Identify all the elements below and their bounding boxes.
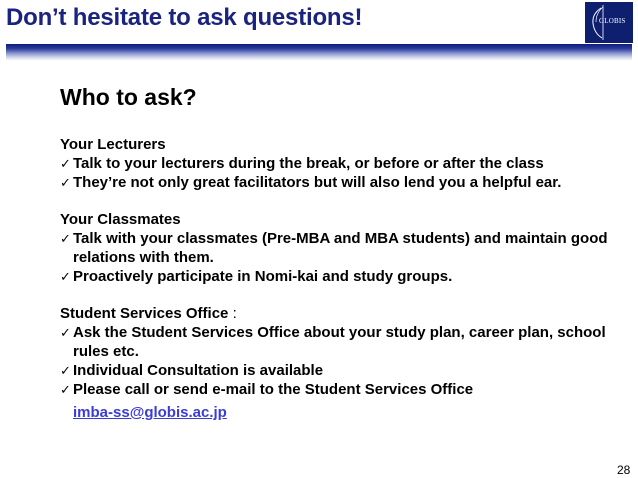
- checkmark-icon: ✓: [60, 175, 71, 190]
- group-student-services: [60, 304, 620, 422]
- group-title-suffix: :: [228, 305, 237, 322]
- list-item: [60, 323, 620, 361]
- globis-logo: [585, 2, 633, 43]
- list-item: [60, 267, 620, 286]
- checkmark-icon: ✓: [60, 156, 71, 171]
- list-item-text: They’re not only great facilitators but will also lend you a helpful ear.: [73, 174, 562, 191]
- logo-text: GLOBIS: [599, 17, 626, 25]
- list-item-text: Talk to your lecturers during the break, or before or after the class: [73, 155, 544, 172]
- slide-title: Don’t hesitate to ask questions!: [6, 4, 363, 31]
- checkmark-icon: ✓: [60, 363, 71, 378]
- content-body: [60, 135, 620, 440]
- list-item: [60, 173, 620, 192]
- list-item-text: Individual Consultation is available: [73, 362, 324, 379]
- list-item: [60, 154, 620, 173]
- list-item-text: Talk with your classmates (Pre-MBA and MBA students) and maintain good relations with them.: [73, 230, 608, 266]
- group-classmates: [60, 210, 620, 286]
- email-link[interactable]: imba-ss@globis.ac.jp: [73, 404, 227, 421]
- checkmark-icon: ✓: [60, 382, 71, 397]
- group-title-lecturers: Your Lecturers: [60, 136, 166, 153]
- header-rule: [6, 44, 632, 60]
- checkmark-icon: ✓: [60, 325, 71, 340]
- group-lecturers: [60, 135, 620, 192]
- list-item-text: Please call or send e-mail to the Student Services Office: [73, 381, 474, 398]
- list-item-text: Ask the Student Services Office about your study plan, career plan, school rules etc.: [73, 324, 606, 360]
- list-item-text: Proactively participate in Nomi-kai and study groups.: [73, 268, 453, 285]
- checkmark-icon: ✓: [60, 231, 71, 246]
- group-title-classmates: Your Classmates: [60, 211, 181, 228]
- group-title-student-services: [60, 304, 620, 323]
- checkmark-icon: ✓: [60, 269, 71, 284]
- list-item: [60, 229, 620, 267]
- page-number: 28: [617, 463, 631, 477]
- list-item: [60, 361, 620, 380]
- group-title-text: Student Services Office: [60, 305, 229, 322]
- section-heading: Who to ask?: [60, 84, 197, 110]
- email-line: [60, 403, 620, 422]
- list-item: [60, 380, 620, 399]
